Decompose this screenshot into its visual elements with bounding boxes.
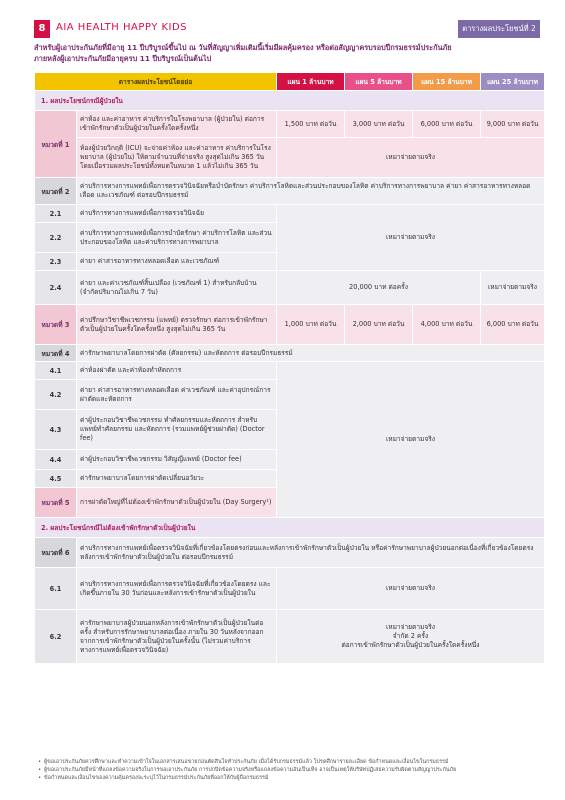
- item-6-1-text: ค่าบริการทางการแพทย์เพื่อการตรวจวินิจฉัยที่เกี่ยวข้องโดยตรง และเกิดขึ้นภายใน 30 วันก่อนและหลังการเข้ารักษาตัวเป็นผู้ป่วยใน: [77, 568, 277, 610]
- section-2-title: 2. ผลประโยชน์กรณีไม่ต้องเข้าพักรักษาตัวเป็นผู้ป่วยใน: [35, 518, 545, 538]
- item-2-3-text: ค่ายา ค่าสารอาหารทางหลอดเลือด และเวชภัณฑ์: [77, 253, 277, 271]
- item-2-1-text: ค่าบริการทางการแพทย์เพื่อการตรวจวินิจฉัย: [77, 205, 277, 223]
- top-bar: [26, 20, 540, 38]
- plan-5-header: แผน 5 ล้านบาท: [345, 73, 413, 91]
- cat1-icu-value: เหมาจ่ายตามจริง: [277, 138, 545, 178]
- table-row: [35, 178, 545, 205]
- item-2-2-no: 2.2: [35, 223, 77, 253]
- table-row: [35, 345, 545, 362]
- item-6-2-no: 6.2: [35, 610, 77, 664]
- item-4-2-no: 4.2: [35, 380, 77, 410]
- item-2-4-no: 2.4: [35, 271, 77, 305]
- category-3-label: หมวดที่ 3: [35, 305, 77, 345]
- table-header-row: [35, 73, 545, 91]
- cat3-plan15-value: 4,000 บาท ต่อวัน: [413, 305, 481, 345]
- item-6-2-value-line-1: เหมาจ่ายตามจริง: [385, 623, 436, 631]
- category-2-label: หมวดที่ 2: [35, 178, 77, 205]
- item-6-2-value: [277, 610, 545, 664]
- table-row: [35, 205, 545, 223]
- item-2-4-value-plan25: เหมาจ่ายตามจริง: [481, 271, 545, 305]
- table-row: [35, 138, 545, 178]
- cat1-plan1-value: 1,500 บาท ต่อวัน: [277, 111, 345, 138]
- plan-1-header: แผน 1 ล้านบาท: [277, 73, 345, 91]
- brand-title: AIA HEALTH HAPPY KIDS: [56, 22, 188, 33]
- category-4-label: หมวดที่ 4: [35, 345, 77, 362]
- footnote: • ข้อกำหนดและเงื่อนไขของความคุ้มครองจะระบุไว้ในกรมธรรม์ประกันภัยที่ออกให้กับผู้ถือกรมธรรม์: [38, 774, 538, 782]
- item-2-2-text: ค่าบริการทางการแพทย์เพื่อการบำบัดรักษา ค่าบริการโลหิต และส่วนประกอบของโลหิต และค่าบริการทางการพยาบาล: [77, 223, 277, 253]
- item-4-4-text: ค่าผู้ประกอบวิชาชีพเวชกรรม วิสัญญีแพทย์ (Doctor fee): [77, 450, 277, 470]
- category-6-desc: ค่าบริการทางการแพทย์เพื่อตรวจวินิจฉัยที่เกี่ยวข้องโดยตรงก่อนและหลังการเข้าพักรักษาตัวเป็นผู้ป่วยใน หรือค่ารักษาพยาบาลผู้ป่วยนอกต่อเนื่องที่เกี่ยวข้องโดยตรงหลังการเข้าพักรักษาตัวเป็นผู้ป่วยใน ต่อรอบปีกรมธรรม์: [77, 538, 545, 568]
- page-number: 8: [34, 20, 50, 38]
- item-2-1-no: 2.1: [35, 205, 77, 223]
- cat3-plan25-value: 6,000 บาท ต่อวัน: [481, 305, 545, 345]
- category-1-label: หมวดที่ 1: [35, 111, 77, 178]
- table-row: [35, 111, 545, 138]
- item-2-4-value: 20,000 บาท ต่อครั้ง: [277, 271, 481, 305]
- item-4-3-text: ค่าผู้ประกอบวิชาชีพเวชกรรม ทำศัลยกรรมและหัตถการ สำหรับแพทย์ทำศัลยกรรม และหัตถการ (รวมแพทย์ผู้ช่วยผ่าตัด) (Doctor fee): [77, 410, 277, 450]
- table-row: [35, 538, 545, 568]
- item-2-4-text: ค่ายา และค่าเวชภัณฑ์สิ้นเปลือง (เวชภัณฑ์ 1) สำหรับกลับบ้าน (จำกัดปริมาณไม่เกิน 7 วัน): [77, 271, 277, 305]
- footnote: • ผู้ขอเอาประกันภัยมีหน้าที่แถลงข้อความจริงในการขอเอาประกันภัย การปกปิดข้อความจริงหรือแถลงข้อความอันเป็นเท็จ อาจเป็นเหตุให้บริษัทปฏิเสธความรับผิดตามสัญญาประกันภัย: [38, 766, 538, 774]
- cat4-5-value: เหมาจ่ายตามจริง: [277, 362, 545, 518]
- item-2-3-no: 2.3: [35, 253, 77, 271]
- footnote: • ผู้ขอเอาประกันภัยควรศึกษาและทำความเข้าใจในเอกสารเสนอขายก่อนตัดสินใจทำประกันภัย เมื่อได้รับกรมธรรม์แล้ว โปรดศึกษารายละเอียด ข้อกำหนดและเงื่อนไขในกรมธรรม์: [38, 758, 538, 766]
- table-row: [35, 610, 545, 664]
- category-4-desc: ค่ารักษาพยาบาลโดยการผ่าตัด (ศัลยกรรม) และหัตถการ ต่อรอบปีกรมธรรม์: [77, 345, 545, 362]
- item-6-2-text: ค่ารักษาพยาบาลผู้ป่วยนอกหลังการเข้าพักรักษาตัวเป็นผู้ป่วยในต่อครั้ง สำหรับการรักษาพยาบาลต่อเนื่อง ภายใน 30 วันหลังจากออกจากการเข้าพักรักษาตัวเป็นผู้ป่วยในครั้งนั้น (ไม่รวมค่าบริการทางการแพทย์เพื่อตรวจวินิจฉัย): [77, 610, 277, 664]
- item-6-2-value-line-2: จำกัด 2 ครั้ง: [392, 632, 429, 640]
- plan-25-header: แผน 25 ล้านบาท: [481, 73, 545, 91]
- intro-text: [34, 42, 544, 64]
- cat1-plan15-value: 6,000 บาท ต่อวัน: [413, 111, 481, 138]
- category-6-label: หมวดที่ 6: [35, 538, 77, 568]
- intro-line-1: สำหรับผู้เอาประกันภัยที่มีอายุ 11 ปีบริบูรณ์ขึ้นไป ณ วันที่สัญญาเพิ่มเติมนี้เริ่มมีผลคุ้มครอง หรือต่อสัญญาครบรอบปีกรมธรรม์ประกันภัย: [34, 43, 452, 52]
- category-1-icu: ห้องผู้ป่วยวิกฤติ (ICU) จะจ่ายค่าห้อง และค่าอาหาร ค่าบริการในโรงพยาบาล (ผู้ป่วยใน) ให้ตามจำนวนที่จ่ายจริง สูงสุดไม่เกิน 365 วัน โดยเมื่อรวมผลประโยชน์ทั้งหมดในหมวด 1 แล้วไม่เกิน 365 วัน: [77, 138, 277, 178]
- category-5-desc: การผ่าตัดใหญ่ที่ไม่ต้องเข้าพักรักษาตัวเป็นผู้ป่วยใน (Day Surgery¹): [77, 488, 277, 518]
- item-4-5-text: ค่ารักษาพยาบาลโดยการผ่าตัดเปลี่ยนอวัยวะ: [77, 470, 277, 488]
- table-row: [35, 362, 545, 380]
- category-5-label: หมวดที่ 5: [35, 488, 77, 518]
- table-header-label: ตารางผลประโยชน์โดยย่อ: [35, 73, 277, 91]
- cat1-plan5-value: 3,000 บาท ต่อวัน: [345, 111, 413, 138]
- benefit-table: [34, 72, 545, 664]
- category-2-desc: ค่าบริการทางการแพทย์เพื่อการตรวจวินิจฉัยหรือบำบัดรักษา ค่าบริการโลหิตและส่วนประกอบของโลหิต ค่าบริการทางการพยาบาล ค่ายา ค่าสารอาหารทางหลอดเลือด และเวชภัณฑ์ ต่อรอบปีกรมธรรม์: [77, 178, 545, 205]
- item-4-4-no: 4.4: [35, 450, 77, 470]
- category-3-desc: ค่าปรึกษาวิชาชีพเวชกรรม (แพทย์) ตรวจรักษา ต่อการเข้าพักรักษาตัวเป็นผู้ป่วยในครั้งใดครั้งหนึ่ง สูงสุดไม่เกิน 365 วัน: [77, 305, 277, 345]
- category-1-room: ค่าห้อง และค่าอาหาร ค่าบริการในโรงพยาบาล (ผู้ป่วยใน) ต่อการเข้าพักรักษาตัวเป็นผู้ป่วยในครั้งใดครั้งหนึ่ง: [77, 111, 277, 138]
- intro-line-2: ภายหลังผู้เอาประกันภัยมีอายุครบ 11 ปีบริบูรณ์เป็นต้นไป: [34, 54, 212, 63]
- cat3-plan1-value: 1,000 บาท ต่อวัน: [277, 305, 345, 345]
- table-row: [35, 305, 545, 345]
- cat2-items-value: เหมาจ่ายตามจริง: [277, 205, 545, 271]
- section-1-title: 1. ผลประโยชน์กรณีผู้ป่วยใน: [35, 91, 545, 111]
- cat1-plan25-value: 9,000 บาท ต่อวัน: [481, 111, 545, 138]
- table-row: [35, 271, 545, 305]
- plan-15-header: แผน 15 ล้านบาท: [413, 73, 481, 91]
- item-4-1-no: 4.1: [35, 362, 77, 380]
- item-4-3-no: 4.3: [35, 410, 77, 450]
- cat3-plan5-value: 2,000 บาท ต่อวัน: [345, 305, 413, 345]
- item-6-1-value: เหมาจ่ายตามจริง: [277, 568, 545, 610]
- benefit-table-tag: ตารางผลประโยชน์ที่ 2: [458, 20, 540, 38]
- footnotes: [38, 758, 538, 782]
- item-4-2-text: ค่ายา ค่าสารอาหารทางหลอดเลือด ค่าเวชภัณฑ์ และค่าอุปกรณ์การผ่าตัดและหัตถการ: [77, 380, 277, 410]
- item-4-5-no: 4.5: [35, 470, 77, 488]
- item-4-1-text: ค่าห้องผ่าตัด และค่าห้องทำหัตถการ: [77, 362, 277, 380]
- item-6-1-no: 6.1: [35, 568, 77, 610]
- item-6-2-value-line-3: ต่อการเข้าพักรักษาตัวเป็นผู้ป่วยในครั้งใดครั้งหนึ่ง: [341, 641, 480, 649]
- table-row: [35, 568, 545, 610]
